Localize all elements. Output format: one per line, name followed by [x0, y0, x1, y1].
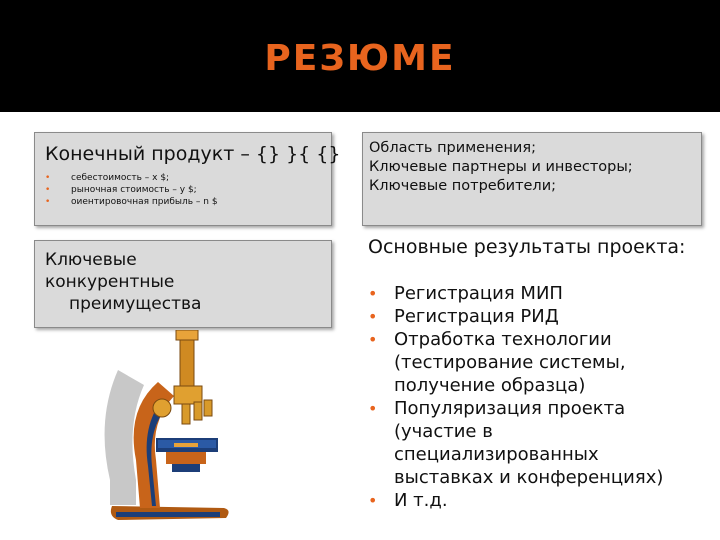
list-item: • Отработка технологии (тестирование системы, получение образца)	[368, 329, 626, 396]
product-box	[34, 132, 341, 226]
list-item: • рыночная стоимость – y $;	[45, 185, 197, 195]
bullet-icon: •	[368, 330, 378, 349]
results-title: Основные результаты проекта:	[368, 236, 686, 258]
list-item: • оиентировочная прибыль – n $	[45, 197, 218, 207]
bullet-icon: •	[45, 185, 51, 195]
bullet-icon: •	[368, 307, 378, 326]
microscope-illustration	[96, 330, 246, 530]
bullet-icon: •	[368, 491, 378, 510]
application-box	[362, 132, 702, 226]
advantages-box	[34, 240, 332, 328]
product-heading: Конечный продукт – {} }{ {}	[45, 143, 341, 165]
results-list	[368, 282, 663, 512]
application-text: Область применения; Ключевые партнеры и инвесторы; Ключевые потребители;	[369, 140, 633, 194]
bullet-icon: •	[368, 284, 378, 303]
bullet-icon: •	[45, 197, 51, 207]
product-list	[45, 172, 218, 208]
title-bar	[0, 0, 720, 112]
list-item: • И т.д.	[368, 490, 448, 511]
list-item: • себестоимость – x $;	[45, 173, 170, 183]
list-item: • Регистрация МИП	[368, 283, 563, 304]
slide-title: РЕЗЮМЕ	[264, 38, 456, 79]
bullet-icon: •	[368, 399, 378, 418]
advantages-text: Ключевые конкурентные преимущества	[45, 250, 202, 314]
list-item: • Популяризация проекта (участие в специализированных выставках и конференциях)	[368, 398, 664, 488]
bullet-icon: •	[45, 173, 51, 183]
list-item: • Регистрация РИД	[368, 306, 559, 327]
